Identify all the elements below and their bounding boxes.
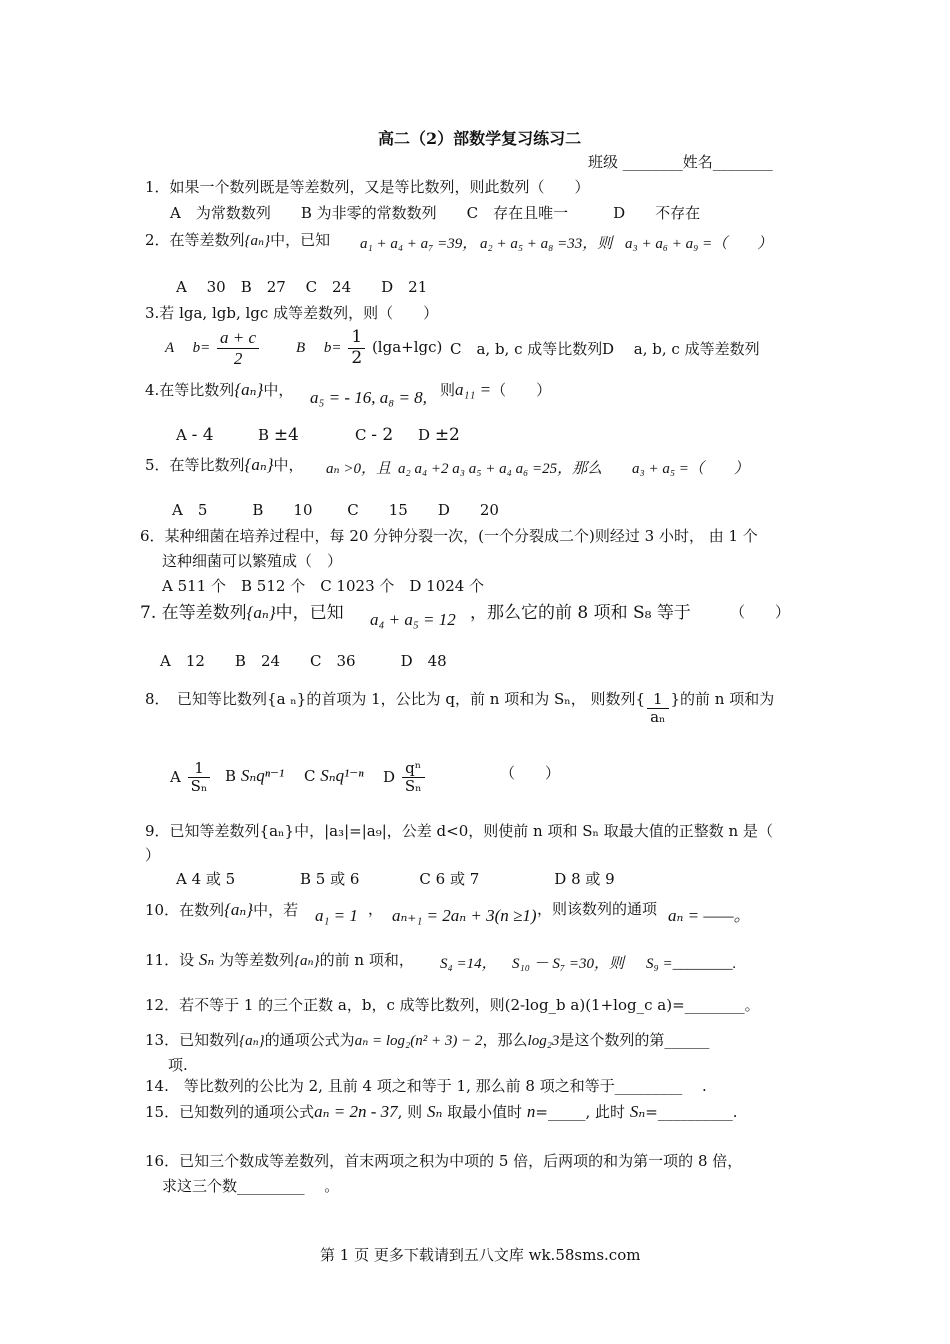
q4-optc-label: C	[355, 426, 367, 444]
q8-optd-den: Sₙ	[404, 777, 422, 796]
q3-option-d: D a, b, c 成等差数列	[602, 340, 760, 358]
q8-optd-label: D	[383, 767, 396, 786]
q8-option-c	[304, 766, 364, 786]
q2-stem-a: 2．在等差数列	[145, 231, 245, 249]
q8-opta-label: A	[170, 767, 181, 786]
q6-line2: 这种细菌可以繁殖成（ ）	[162, 552, 343, 570]
q3-opta-den: 2	[233, 348, 243, 368]
q10-ask: aₙ = ——。	[668, 906, 751, 925]
q3-optb-num: 1	[348, 328, 365, 349]
q3-optb-post: (lga+lgc)	[371, 338, 443, 357]
q15-stem-b: , 则	[397, 1103, 423, 1121]
q5-options: A 5 B 10 C 15 D 20	[172, 501, 499, 519]
q15-stem-e: =__________.	[645, 1103, 738, 1121]
q10-stem-a: 10．在数列	[145, 901, 225, 919]
q15-formula: aₙ = 2n - 37	[314, 1102, 398, 1121]
q5-seq: {aₙ}	[244, 455, 274, 474]
q8-frac-den: aₙ	[650, 708, 666, 726]
q5-stem	[145, 455, 304, 475]
q12-line: 12．若不等于 1 的三个正数 a，b，c 成等比数列，则(2-log_b a)(1+log_c a)=________。	[145, 996, 760, 1014]
q16-line1: 16．已知三个数成等差数列，首末两项之积为中项的 5 倍，后两项的和为第一项的 8 倍，	[145, 1152, 743, 1170]
q15-n: n	[526, 1102, 536, 1121]
q9-line2: ）	[145, 846, 161, 864]
q4-ask-c: （ ）	[491, 381, 552, 399]
q13-stem-c: ，那么	[482, 1031, 528, 1049]
q4-optd-label: D	[418, 426, 431, 444]
q4-option-d	[418, 425, 460, 445]
q4-ask	[440, 380, 551, 400]
q15-stem	[145, 1102, 738, 1122]
q2-ask: a₃ + a₆ + a₉ =（ ）	[625, 236, 773, 252]
q10-stem	[145, 900, 298, 920]
page-title: 高二（2）部数学复习练习二	[378, 129, 582, 148]
q8-optc-expr: Sₙq¹⁻ⁿ	[320, 766, 364, 785]
q10-seq: {aₙ}	[224, 900, 254, 919]
q13-val: log₂3	[527, 1033, 560, 1049]
q8-optd-num: qⁿ	[402, 760, 425, 778]
q11-seq: {aₙ}	[294, 953, 320, 969]
q7-options: A 12 B 24 C 36 D 48	[160, 652, 447, 670]
q2-stem-b: 中，已知	[270, 231, 331, 249]
q4-opta-value: - 4	[191, 425, 214, 445]
q15-stem-d: =_____, 此时	[535, 1103, 626, 1121]
q15-sn: Sₙ	[426, 1102, 443, 1121]
q11-stem-c: 的前 n 项和，	[319, 951, 414, 969]
q15-stem-a: 15．已知数列的通项公式	[145, 1103, 315, 1121]
q3-option-c: C a, b, c 成等比数列	[450, 340, 603, 358]
q3-option-b	[296, 328, 442, 368]
q11-stem-b: 为等差数列	[219, 951, 295, 969]
q5-stem-a: 5．在等比数列	[145, 456, 245, 474]
q10-cond2: aₙ₊₁ = 2aₙ + 3(n ≥1)	[392, 906, 537, 925]
q3-opta-num: a + c	[217, 328, 259, 349]
q8-frac-num: 1	[647, 691, 668, 709]
q8-stem	[145, 690, 774, 726]
q8-fraction	[647, 691, 668, 727]
q7-stem-a: 7. 在等差数列	[140, 603, 247, 623]
q9-options: A 4 或 5 B 5 或 6 C 6 或 7 D 8 或 9	[176, 870, 615, 888]
q2-stem	[145, 231, 330, 250]
q11-sn: Sₙ	[198, 950, 215, 969]
q8-optc-label: C	[304, 767, 316, 785]
q7-stem-c: ，那么它的前 8 项和 S₈ 等于	[470, 603, 691, 623]
q2-cond2: a₂ + a₅ + a₈ =33，则	[480, 236, 613, 252]
q13-formula: aₙ = log₂(n² + 3) − 2	[354, 1033, 483, 1049]
q1-options: A 为常数数列 B 为非零的常数数列 C 存在且唯一 D 不存在	[170, 204, 701, 222]
q1-stem: 1．如果一个数列既是等差数列，又是等比数列，则此数列（ ）	[145, 178, 590, 196]
q7-stem-b: 中，已知	[275, 603, 344, 623]
page-footer: 第 1 页 更多下载请到五八文库 wk.58sms.com	[320, 1246, 641, 1264]
q3-stem: 3.若 lga, lgb, lgc 成等差数列，则（ ）	[145, 304, 439, 322]
q13-line2: 项.	[168, 1056, 188, 1074]
q8-optb-expr: Sₙqⁿ⁻¹	[240, 766, 285, 785]
q15-stem-c: 取最小值时	[447, 1103, 523, 1121]
q4-ask-b: a₁₁ =	[455, 380, 492, 399]
class-name-line: 班级 ________姓名________	[588, 153, 773, 171]
q3-opta-fraction	[217, 328, 259, 368]
q4-option-c	[355, 425, 393, 445]
q3-optb-fraction	[348, 328, 365, 368]
q15-sn2: Sₙ	[629, 1102, 646, 1121]
q13-stem-a: 13．已知数列	[145, 1031, 240, 1049]
q2-cond1: a₁ + a₄ + a₇ =39，	[360, 236, 478, 252]
q13-stem	[145, 1031, 709, 1050]
q13-stem-d: 是这个数列的第______	[559, 1031, 710, 1049]
q4-stem-b: 中，	[263, 381, 294, 399]
q8-opta-fraction	[188, 760, 211, 796]
q4-stem-a: 4.在等比数列	[145, 381, 235, 399]
q8-paren: （ ）	[500, 764, 561, 782]
q4-seq: {aₙ}	[234, 380, 264, 399]
q13-stem-b: 的通项公式为	[264, 1031, 355, 1049]
q6-line1: 6．某种细菌在培养过程中，每 20 分钟分裂一次，(一个分裂成二个)则经过 3 小时， 由 1 个	[140, 527, 758, 545]
q10-stem-c: ，则该数列的通项	[537, 900, 658, 918]
q4-optb-value: ±4	[273, 425, 299, 445]
q2-seq: {aₙ}	[244, 233, 271, 249]
q10-cond1: a₁ = 1	[315, 906, 358, 925]
q8-opta-den: Sₙ	[190, 777, 208, 796]
q8-optd-fraction	[402, 760, 425, 796]
q4-optc-value: - 2	[371, 425, 394, 445]
q13-seq: {aₙ}	[239, 1033, 265, 1049]
q4-opta-label: A	[176, 426, 187, 444]
q8-option-d	[383, 760, 427, 796]
q11-ask: S₉ =________.	[646, 956, 737, 972]
q10-comma: ，	[368, 900, 384, 918]
q4-optd-value: ±2	[434, 425, 460, 445]
q4-stem	[145, 380, 293, 400]
q14-line: 14. 等比数列的公比为 2, 且前 4 项之和等于 1, 那么前 8 项之和等于_________ .	[145, 1077, 707, 1095]
q8-option-b	[225, 766, 284, 786]
q10-stem-b: 中，若	[253, 901, 299, 919]
q11-cond1: S₄ =14，	[440, 956, 497, 972]
q4-ask-a: 则	[440, 381, 456, 399]
q7-cond: a₄ + a₅ = 12	[370, 610, 456, 629]
q4-option-b	[258, 425, 299, 445]
q5-cond2: a₂ a₄ +2 a₃ a₅ + a₄ a₆ =25，那么	[398, 461, 603, 477]
q8-option-a	[170, 760, 212, 796]
q5-ask: a₃ + a₅ =（ ）	[632, 461, 749, 477]
q3-opta-label: A b=	[165, 340, 211, 357]
q5-cond1: aₙ >0，且	[326, 461, 391, 477]
q7-stem	[140, 603, 344, 623]
q8-stem-b: }的前 n 项和为	[670, 690, 775, 708]
q4-optb-label: B	[258, 426, 270, 444]
q2-options: A 30 B 27 C 24 D 21	[176, 278, 428, 296]
q8-opta-num: 1	[188, 760, 211, 778]
q4-option-a	[176, 425, 214, 445]
q3-optb-label: B b=	[296, 340, 342, 357]
q7-seq: {aₙ}	[246, 603, 276, 622]
q9-line1: 9．已知等差数列{aₙ}中，|a₃|=|a₉|，公差 d<0，则使前 n 项和 Sₙ 取最大值的正整数 n 是（	[145, 822, 773, 840]
q7-paren: （ ）	[730, 603, 791, 621]
q11-stem	[145, 950, 414, 970]
q8-optb-label: B	[225, 767, 237, 785]
q8-stem-a: 8． 已知等比数列{a ₙ}的首项为 1，公比为 q，前 n 项和为 Sₙ， 则数列{	[145, 690, 646, 708]
q11-stem-a: 11．设	[145, 951, 195, 969]
q16-line2: 求这三个数_________ 。	[162, 1177, 340, 1195]
q4-cond: a₅ = - 16, a₈ = 8,	[310, 388, 427, 407]
q6-options: A 511 个 B 512 个 C 1023 个 D 1024 个	[162, 577, 485, 595]
q5-stem-b: 中，	[273, 456, 304, 474]
q3-optb-den: 2	[351, 347, 363, 368]
q3-option-a	[165, 328, 261, 368]
q11-cond2: S₁₀ － S₇ =30，则	[512, 956, 625, 972]
